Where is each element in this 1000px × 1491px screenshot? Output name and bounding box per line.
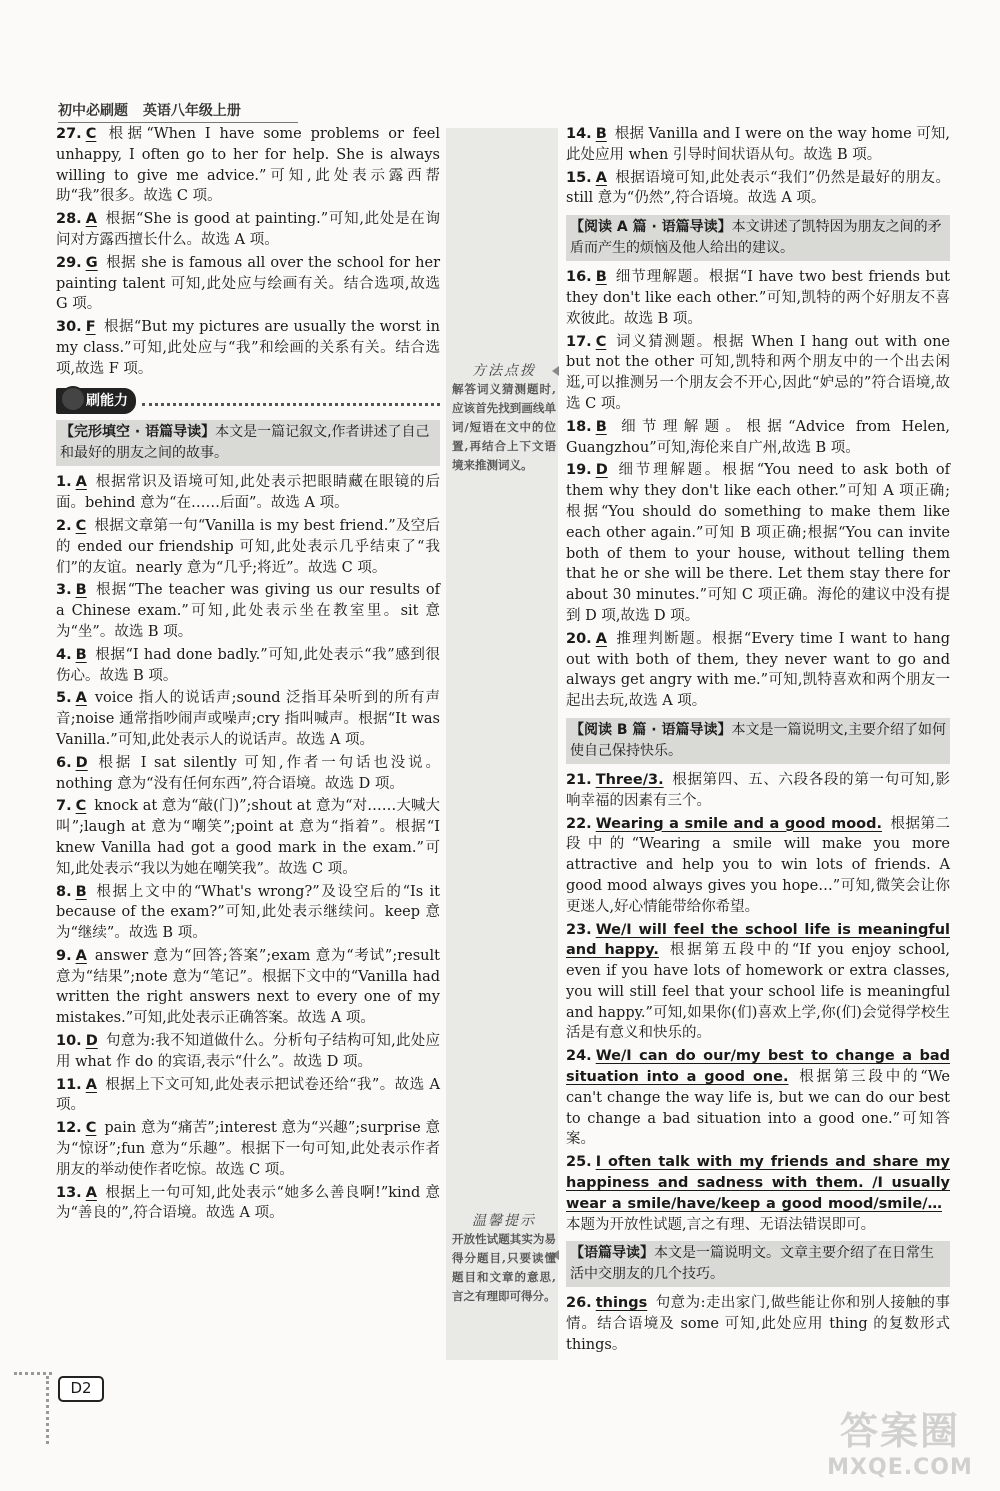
question-number: 21. xyxy=(566,771,592,788)
answer-item xyxy=(566,1293,950,1355)
question-number: 28. xyxy=(56,211,82,228)
pen-icon xyxy=(60,386,86,412)
question-number: 14. xyxy=(566,126,592,142)
tip-method-text: 解答词义猜测题时,应该首先找到画线单词/短语在文中的位置,再结合上下文语境来推测词义。 xyxy=(452,382,556,472)
explanation-text: 根据语境可知,此处表示“我们”仍然是最好的朋友。still 意为“仍然”,符合语境。故选 A 项。 xyxy=(566,169,950,207)
answer-item xyxy=(56,472,440,514)
reading-a-guide xyxy=(566,215,950,261)
explanation-text: 根据第二段中的“Wearing a smile will make you more attractive and help you to win lots of friends. A good mood always gives you hope…”可知,微笑会让你更迷人,好心情能带给你希望。 xyxy=(566,815,950,915)
tip-method-title: 方法点拨 xyxy=(472,363,536,379)
explanation-text: 根据第五段中的“If you enjoy school, even if you have lots of homework or extra classes, you will still feel that your school life is meaningful and happy.”可知,如果你(们)喜欢上学,你(们)会觉得学校生活是有意义和快乐的。 xyxy=(566,942,951,1042)
answer-item xyxy=(56,645,440,687)
page-number: D2 xyxy=(58,1376,104,1402)
header-rule xyxy=(58,122,298,123)
question-number: 12. xyxy=(56,1120,82,1137)
explanation-text: 根据第四、五、六段各段的第一句可知,影响幸福的因素有三个。 xyxy=(566,771,950,809)
explanation-text: 推理判断题。根据“Every time I want to hang out with both of them, they never want to go and always get angry with me.”可知,凯特喜欢和两个朋友一起出去玩,故选 A 项。 xyxy=(566,630,950,710)
explanation-text: 细节理解题。根据“Advice from Helen, Guangzhou”可知,海伦来自广州,故选 B 项。 xyxy=(566,418,950,456)
answer-list-1-13 xyxy=(56,472,440,1224)
passage-guide-text: 本文是一篇说明文。文章主要介绍了在日常生活中交朋友的几个技巧。 xyxy=(570,1245,934,1283)
answer-choice: A xyxy=(85,1184,97,1201)
answer-item xyxy=(566,920,950,1045)
cloze-guide-text: 本文是一篇记叙文,作者讲述了自己和最好的朋友之间的故事。 xyxy=(60,424,430,462)
answer-choice: C xyxy=(595,333,607,350)
answer-choice: A xyxy=(75,690,87,707)
answer-item xyxy=(566,1046,950,1150)
answer-item xyxy=(56,946,440,1029)
dotted-divider xyxy=(142,395,440,406)
tip-reminder-text: 开放性试题其实为易得分题目,只要读懂题目和文章的意思,言之有理即可得分。 xyxy=(452,1232,556,1303)
answer-list-14-15 xyxy=(566,124,950,209)
answer-choice: things xyxy=(595,1295,648,1312)
question-number: 25. xyxy=(566,1154,592,1171)
question-number: 5. xyxy=(56,690,72,707)
explanation-text: knock at 意为“敲(门)”;shout at 意为“对……大喊大叫”;laugh at 意为“嘲笑”;point at 意为“指着”。根据“I knew Vanilla had got a good mark in the exam.”可知,此处表示“我以为她在嘲笑我”。故选 C 项。 xyxy=(56,798,440,877)
explanation-text: 根据上文中的“What's wrong?”及设空后的“Is it because of the exam?”可知,此处表示继续问。keep 意为“继续”。故选 B 项。 xyxy=(56,883,440,942)
explanation-text: 根据上下文可知,此处表示把试卷还给“我”。故选 A 项。 xyxy=(56,1076,440,1114)
answer-item xyxy=(56,688,440,750)
answer-choice: D xyxy=(85,1033,98,1050)
answer-item xyxy=(56,209,440,251)
watermark-logo-text: 答案圈 xyxy=(839,1409,960,1453)
answer-item xyxy=(56,1031,440,1073)
subject-title: 英语八年级上册 xyxy=(142,103,241,119)
question-number: 19. xyxy=(566,462,592,479)
explanation-text: 细节理解题。根据“You need to ask both of them why they don't like each other.”可知 A 项正确;根据“You should do something to make them like each other again.”可知 B 项正确;根据“You can invite both of them to your house, without telling them that he or she will be there. Let them stay there for about 30 minutes.”可知 C 项正确。海伦的建议中没有提到 D 项,故选 D 项。 xyxy=(566,462,950,624)
question-number: 8. xyxy=(56,883,72,900)
explanation-text: 根据“I had done badly.”可知,此处表示“我”感到很伤心。故选 B 项。 xyxy=(56,646,440,684)
answer-choice: F xyxy=(85,319,96,336)
answer-item xyxy=(56,580,440,642)
question-number: 24. xyxy=(566,1048,592,1065)
answer-choice: D xyxy=(595,462,608,479)
footer-dots xyxy=(14,1372,52,1375)
section-heading xyxy=(56,388,440,415)
section-badge xyxy=(56,388,136,415)
answer-choice: A xyxy=(595,169,607,186)
answer-list-27-30 xyxy=(56,124,440,380)
explanation-text: 根据第三段中的“We can't change the way life is, but we can do our best to change a bad situation into a good one.”可知答案。 xyxy=(566,1069,950,1148)
question-number: 7. xyxy=(56,798,72,815)
question-number: 2. xyxy=(56,517,72,534)
reading-b-guide-title: 【阅读 B 篇 · 语篇导读】 xyxy=(570,721,732,738)
question-number: 23. xyxy=(566,921,592,938)
explanation-text: 根据文章第一句“Vanilla is my best friend.”及空后的 ended our friendship 可知,此处表示几乎结束了“我们”的友谊。nearly 意为“几乎;将近”。故选 C 项。 xyxy=(56,517,440,576)
answer-item xyxy=(56,1118,440,1180)
question-number: 4. xyxy=(56,646,72,663)
answer-choice: Three/3. xyxy=(595,771,664,788)
watermark xyxy=(810,1400,990,1480)
explanation-text: pain 意为“痛苦”;interest 意为“兴趣”;surprise 意为“惊讶”;fun 意为“乐趣”。根据下一句可知,此处表示作者朋友的举动使作者吃惊。故选 C 项。 xyxy=(56,1120,440,1178)
answer-item xyxy=(56,882,440,944)
explanation-text: voice 指人的说话声;sound 泛指耳朵听到的所有声音;noise 通常指吵闹声或噪声;cry 指叫喊声。根据“It was Vanilla.”可知,此处表示人的说话声。故选 A 项。 xyxy=(56,690,440,748)
answer-list-16-20 xyxy=(566,267,950,712)
answer-item xyxy=(566,332,950,415)
answer-item xyxy=(56,796,440,879)
answer-item xyxy=(566,124,950,166)
answer-item xyxy=(566,417,950,459)
answer-choice: C xyxy=(85,126,97,142)
explanation-text: 句意为:我不知道做什么。分析句子结构可知,此处应用 what 作 do 的宾语,表示“什么”。故选 D 项。 xyxy=(56,1033,440,1070)
cloze-guide xyxy=(56,420,440,466)
answer-choice: A xyxy=(85,211,97,228)
question-number: 16. xyxy=(566,269,592,286)
question-number: 20. xyxy=(566,630,592,647)
answer-choice: D xyxy=(75,754,88,771)
question-number: 29. xyxy=(56,254,82,271)
explanation-text: 根据“She is good at painting.”可知,此处是在询问对方露西擅长什么。故选 A 项。 xyxy=(56,211,440,248)
explanation-text: 词义猜测题。根据 When I hang out with one but not the other 可知,凯特和两个朋友中的一个出去闲逛,可以推测另一个朋友会不开心,因此“妒忌的”符合语境,故选 C 项。 xyxy=(566,333,950,412)
footer-vertical-dots xyxy=(46,1376,49,1444)
answer-item xyxy=(566,814,950,918)
answer-choice: A xyxy=(75,947,87,964)
answer-choice: We/I will feel the school life is meaningful and happy. xyxy=(566,921,950,959)
explanation-text: 根据“But my pictures are usually the worst in my class.”可知,此处应与“我”和绘画的关系有关。结合选项,故选 F 项。 xyxy=(56,319,440,377)
explanation-text: 根据“The teacher was giving us our results of a Chinese exam.”可知,此处表示坐在教室里。sit 意为“坐”。故选 B 项。 xyxy=(56,582,440,640)
answer-choice: G xyxy=(85,254,98,271)
explanation-text: 本题为开放性试题,言之有理、无语法错误即可。 xyxy=(566,1216,876,1233)
explanation-text: 句意为:走出家门,做些能让你和别人接触的事情。结合语境及 some 可知,此处应用 thing 的复数形式 things。 xyxy=(566,1295,950,1354)
reading-b-guide xyxy=(566,718,950,764)
reading-b-guide-text: 本文是一篇说明文,主要介绍了如何使自己保持快乐。 xyxy=(570,721,946,759)
question-number: 11. xyxy=(56,1076,82,1093)
explanation-text: 根据“When I have some problems or feel unhappy, I often go to her for help. She is always willing to give me advice.”可知,此处表示露西帮助“我”很多。故选 C 项。 xyxy=(56,126,440,205)
section-label: 刷能力 xyxy=(86,392,128,409)
answer-choice: B xyxy=(595,418,607,435)
answer-choice: B xyxy=(75,883,87,900)
answer-item xyxy=(56,516,440,578)
answer-item xyxy=(56,753,440,795)
answer-list-26 xyxy=(566,1293,950,1355)
answer-choice: A xyxy=(75,474,87,491)
answer-item xyxy=(56,317,440,379)
question-number: 30. xyxy=(56,319,82,336)
question-number: 1. xyxy=(56,474,72,491)
explanation-text: 细节理解题。根据“I have two best friends but they don't like each other.”可知,凯特的两个好朋友不喜欢彼此。故选 B 项。 xyxy=(566,269,950,327)
page-header xyxy=(58,100,958,120)
answer-item xyxy=(56,1075,440,1117)
explanation-text: 根据上一句可知,此处表示“她多么善良啊!”kind 意为“善良的”,符合语境。故选 A 项。 xyxy=(56,1184,440,1222)
arrow-left-icon xyxy=(552,366,559,376)
tip-reminder-title: 温馨提示 xyxy=(472,1213,536,1229)
explanation-text: 根据 she is famous all over the school for her painting talent 可知,此处应与绘画有关。结合选项,故选 G 项。 xyxy=(56,254,440,313)
answer-item xyxy=(56,124,440,207)
question-number: 9. xyxy=(56,947,72,964)
answer-item xyxy=(566,168,950,210)
answer-choice: B xyxy=(75,646,87,663)
watermark-site: MXQE.COM xyxy=(827,1455,973,1480)
answer-item xyxy=(566,267,950,329)
passage-guide xyxy=(566,1241,950,1287)
reading-a-guide-title: 【阅读 A 篇 · 语篇导读】 xyxy=(570,219,732,236)
passage-guide-title: 【语篇导读】 xyxy=(570,1245,654,1262)
question-number: 3. xyxy=(56,582,72,599)
question-number: 27. xyxy=(56,126,82,142)
question-number: 10. xyxy=(56,1033,82,1050)
answer-choice: We/I can do our/my best to change a bad situation into a good one. xyxy=(566,1048,950,1086)
book-title: 初中必刷题 xyxy=(58,103,128,119)
explanation-text: answer 意为“回答;答案”;exam 意为“考试”;result 意为“结果”;note 意为“笔记”。根据下文中的“Vanilla had written the right answers next to every one of my mistakes.”可知,此处表示正确答案。故选 A 项。 xyxy=(56,947,440,1027)
explanation-text: 根据常识及语境可知,此处表示把眼睛藏在眼镜的后面。behind 意为“在……后面”。故选 A 项。 xyxy=(56,474,440,512)
question-number: 15. xyxy=(566,169,592,186)
answer-choice: B xyxy=(75,582,87,599)
answer-item xyxy=(56,253,440,315)
answer-choice: B xyxy=(595,269,607,286)
answer-item xyxy=(566,629,950,712)
answer-choice: C xyxy=(75,517,87,534)
question-number: 6. xyxy=(56,754,72,771)
answer-item xyxy=(566,770,950,812)
answer-choice: B xyxy=(595,126,607,142)
question-number: 22. xyxy=(566,815,592,832)
answer-choice: I often talk with my friends and share my happiness and sadness with them. /I usually wear a smile/have/keep a good mood/smile/… xyxy=(566,1154,950,1212)
left-column xyxy=(56,124,440,1226)
answer-choice: C xyxy=(85,1120,97,1137)
answer-list-21-25 xyxy=(566,770,950,1236)
reading-a-guide-text: 本文讲述了凯特因为朋友之间的矛盾而产生的烦恼及他人给出的建议。 xyxy=(570,219,942,257)
explanation-text: 根据 Vanilla and I were on the way home 可知,此处应用 when 引导时间状语从句。故选 B 项。 xyxy=(566,126,950,163)
answer-item xyxy=(566,460,950,626)
question-number: 17. xyxy=(566,333,592,350)
answer-choice: Wearing a smile and a good mood. xyxy=(595,815,883,832)
right-column xyxy=(566,124,950,1358)
cloze-guide-title: 【完形填空 · 语篇导读】 xyxy=(60,424,216,441)
question-number: 13. xyxy=(56,1184,82,1201)
question-number: 18. xyxy=(566,418,592,435)
answer-choice: A xyxy=(85,1076,97,1093)
answer-choice: C xyxy=(75,798,87,815)
answer-item xyxy=(56,1183,440,1225)
explanation-text: 根据 I sat silently 可知,作者一句话也没说。nothing 意为“没有任何东西”,符合语境。故选 D 项。 xyxy=(56,754,440,792)
answer-item xyxy=(566,1152,950,1235)
question-number: 26. xyxy=(566,1295,592,1312)
answer-choice: A xyxy=(595,630,607,647)
side-tips-panel xyxy=(446,128,558,1360)
